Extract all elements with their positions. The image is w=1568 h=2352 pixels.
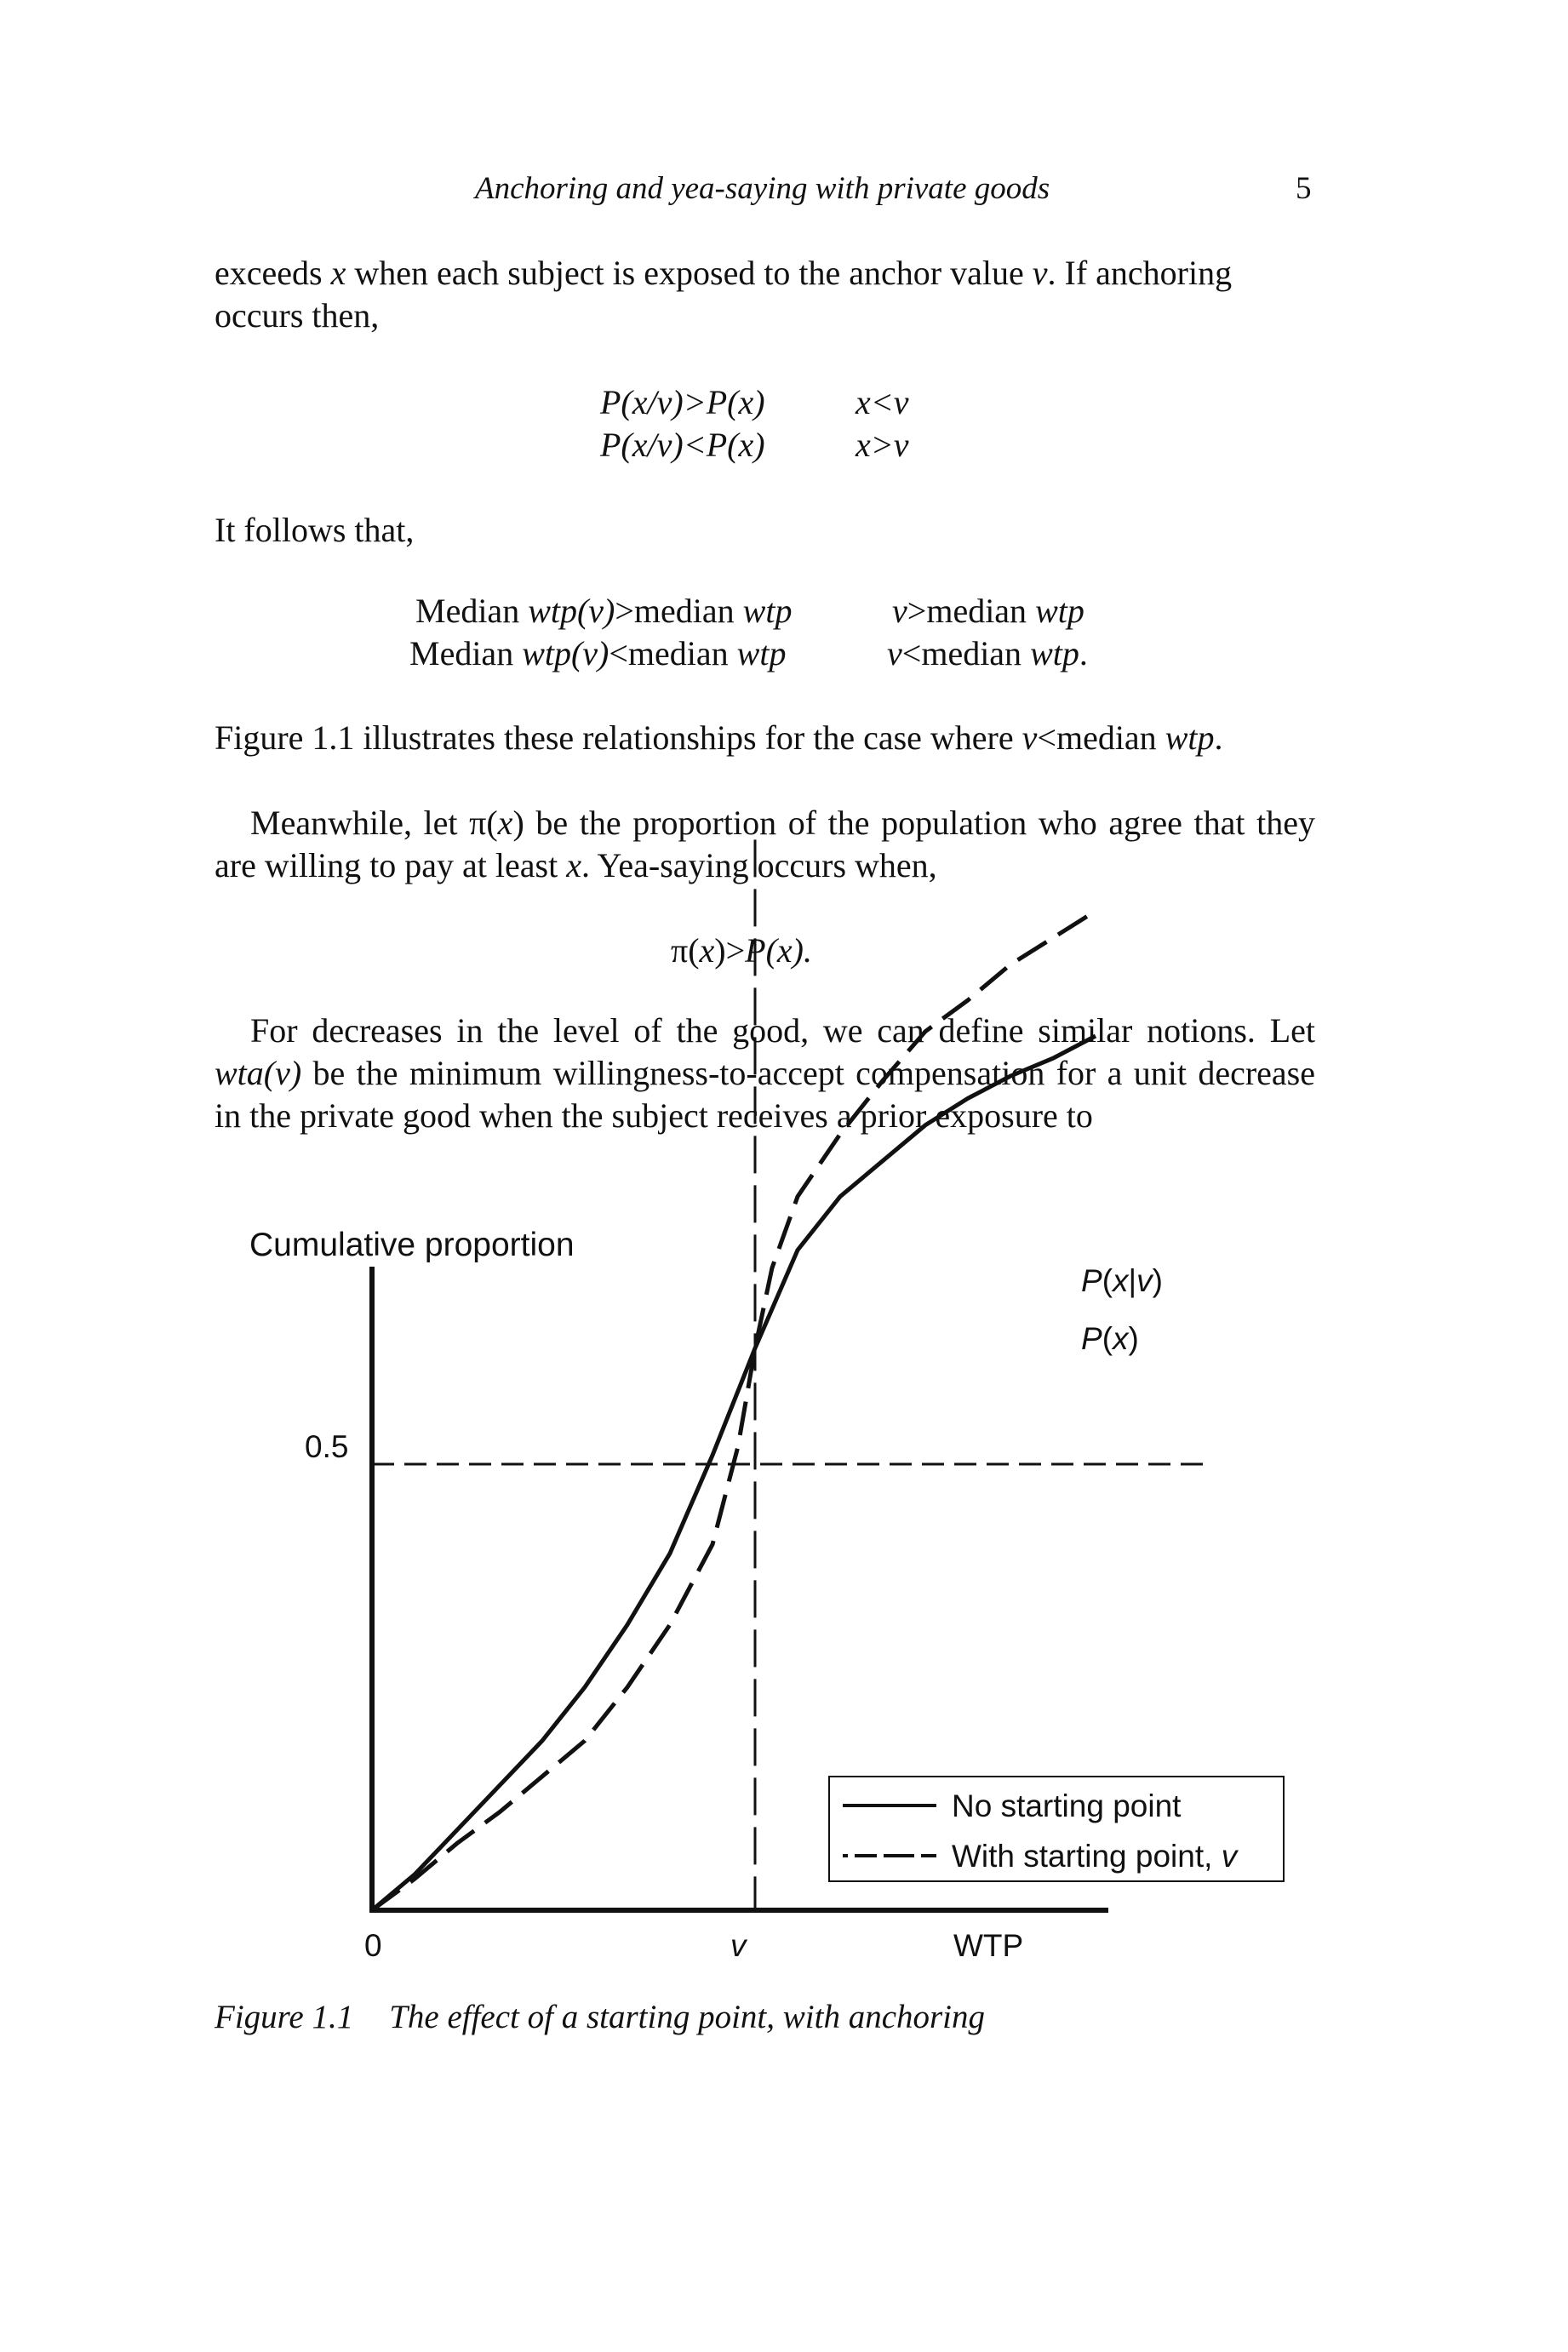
curve-label-p-x: P(x) <box>1081 1321 1139 1356</box>
y-axis-label: Cumulative proportion <box>249 1227 575 1263</box>
equation-yea-saying: π(x)>P(x). <box>671 931 812 970</box>
page-number: 5 <box>1296 171 1312 206</box>
x-tick-label-v: v <box>730 1928 747 1963</box>
running-header: Anchoring and yea-saying with private goods <box>475 171 1050 206</box>
figure-label: Figure 1.1 <box>215 1999 354 2035</box>
figure-caption <box>215 1998 985 2036</box>
x-tick-label-0: 0 <box>364 1928 382 1963</box>
equation-median-1: Median wtp(v)>median wtp v>median wtp <box>415 592 1084 630</box>
paragraph-4: Meanwhile, let π(x) be the proportion of the population who agree that they are willing to pay at least x. Yea-saying occurs when, <box>215 804 1316 884</box>
data-point-series-2-9 <box>736 1445 740 1448</box>
paragraph-1: exceeds x when each subject is exposed to the anchor value v. If anchoring occurs then, <box>215 254 1233 335</box>
y-tick-label-0-5: 0.5 <box>305 1429 349 1464</box>
data-point-series-2-13 <box>838 1132 842 1136</box>
curve-with-starting-point <box>372 911 1096 1910</box>
legend-entry-with-starting-point: With starting point, v <box>952 1839 1238 1874</box>
equation-anchoring-2: P(x/v)<P(x) x>v <box>600 426 909 464</box>
legend-entry-no-starting-point: No starting point <box>952 1788 1182 1823</box>
curve-label-p-x-given-v: P(x|v) <box>1081 1263 1163 1298</box>
paragraph-3: Figure 1.1 illustrates these relationships for the case where v<median wtp. <box>215 718 1223 757</box>
chart-legend <box>829 1777 1284 1881</box>
x-axis-label: WTP <box>953 1928 1024 1963</box>
paragraph-5: For decreases in the level of the good, we can define similar notions. Let wta(v) be the minimum willingness-to-accept compensation for a unit decrease in the private good when the subject receives a prior exposure to <box>215 1011 1315 1135</box>
equation-anchoring-1: P(x/v)>P(x) x<v <box>600 383 909 421</box>
data-point-series-2-18 <box>1051 936 1055 940</box>
paragraph-2: It follows that, <box>215 511 415 549</box>
data-point-series-2-17 <box>1009 963 1012 966</box>
data-point-series-2-19 <box>1094 909 1097 913</box>
figure-title: The effect of a starting point, with anchoring <box>389 1999 986 2035</box>
equation-median-2: Median wtp(v)<median wtp v<median wtp. <box>409 634 1088 672</box>
